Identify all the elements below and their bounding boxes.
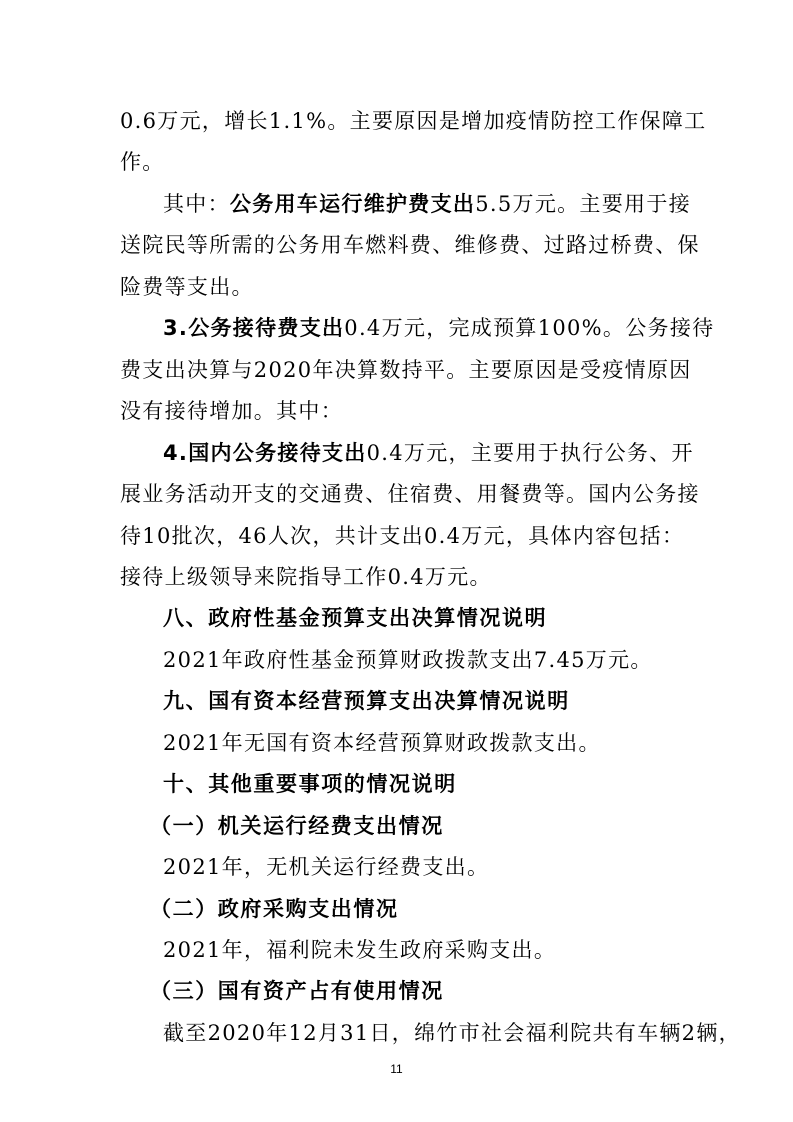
line-suffix: 5.5万元。主要用于接 <box>475 192 691 216</box>
paragraph-line <box>163 439 694 467</box>
page-number: 11 <box>390 1062 403 1076</box>
line-prefix: 其中： <box>163 192 230 216</box>
section-heading: 十、其他重要事项的情况说明 <box>163 772 457 796</box>
paragraph-line: 展业务活动开支的交通费、住宿费、用餐费等。国内公务接 <box>120 482 700 506</box>
bold-term: 公务用车运行维护费支出 <box>229 192 476 216</box>
paragraph-line: 费支出决算与2020年决算数持平。主要原因是受疫情原因 <box>120 358 692 382</box>
line-suffix: 0.4万元，主要用于执行公务、开 <box>366 441 694 465</box>
section-heading: 八、政府性基金预算支出决算情况说明 <box>163 606 548 630</box>
paragraph-line: 作。 <box>120 150 165 174</box>
paragraph-line: 0.6万元，增长1.1%。主要原因是增加疫情防控工作保障工 <box>120 109 707 133</box>
line-suffix: 0.4万元，完成预算100%。公务接待 <box>344 316 715 340</box>
section-heading: 九、国有资本经营预算支出决算情况说明 <box>163 689 570 713</box>
paragraph-line: 险费等支出。 <box>120 275 254 299</box>
paragraph-line <box>163 190 691 218</box>
paragraph-line <box>163 314 714 342</box>
bold-term: 4.国内公务接待支出 <box>163 441 367 465</box>
paragraph-line: 没有接待增加。其中： <box>120 399 343 423</box>
paragraph-line: 2021年，福利院未发生政府采购支出。 <box>163 938 557 962</box>
paragraph-line: 接待上级领导来院指导工作0.4万元。 <box>120 565 492 589</box>
paragraph-line: 2021年政府性基金预算财政拨款支出7.45万元。 <box>163 648 653 672</box>
paragraph-line: 待10批次，46人次，共计支出0.4万元，具体内容包括： <box>120 524 685 548</box>
subsection-heading: （二）政府采购支出情况 <box>150 897 399 921</box>
paragraph-line: 2021年，无机关运行经费支出。 <box>163 855 490 879</box>
bold-term: 3.公务接待费支出 <box>163 316 345 340</box>
paragraph-line: 2021年无国有资本经营预算财政拨款支出。 <box>163 731 601 755</box>
subsection-heading: （三）国有资产占有使用情况 <box>150 979 444 1003</box>
paragraph-line: 送院民等所需的公务用车燃料费、维修费、过路过桥费、保 <box>120 233 700 257</box>
paragraph-line: 截至2020年12月31日，绵竹市社会福利院共有车辆2辆， <box>163 1021 741 1045</box>
subsection-heading: （一）机关运行经费支出情况 <box>150 814 444 838</box>
